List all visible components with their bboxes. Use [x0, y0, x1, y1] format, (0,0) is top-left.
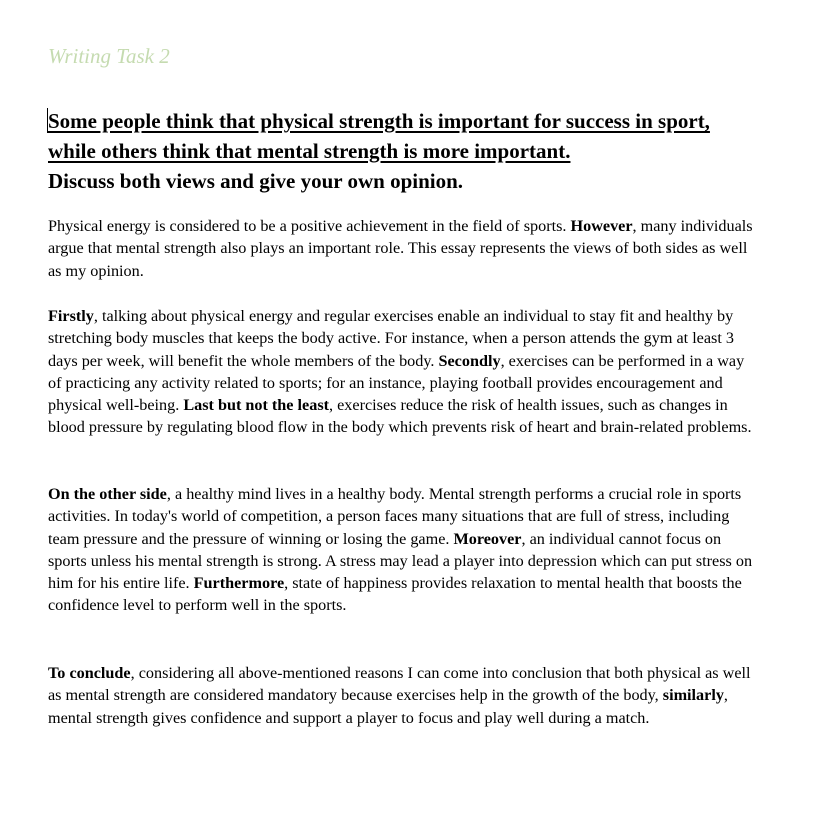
text-run: , many individuals argue that mental strength also plays an important role. This essay represents the views of both sides as well as my opinion.: [48, 217, 753, 280]
text-run: , talking about physical energy and regular exercises enable an individual to stay fit and healthy by stretching body muscles that keeps the body active. For instance, when a person attends the gym at least 3 days per week, will benefit the whole members of the body.: [48, 307, 734, 370]
keyword: Last but not the least: [183, 396, 330, 415]
keyword: Firstly: [48, 307, 94, 325]
keyword: Furthermore: [193, 574, 285, 593]
keyword: However: [570, 217, 633, 235]
essay-prompt: [48, 106, 760, 196]
paragraph-introduction: [48, 215, 760, 282]
paragraph-physical-strength: [48, 305, 760, 439]
keyword: similarly: [662, 686, 724, 705]
text-run: , exercises can be performed in a way of practicing any activity related to sports; for an instance, playing football provides encouragement and physical well-being.: [48, 351, 745, 415]
text-run: , state of happiness provides relaxation to mental health that boosts the confidence level to perform well in the sports.: [48, 574, 742, 615]
prompt-underlined: Some people think that physical strength is important for success in sport, while others think that mental strength is more important.: [48, 109, 710, 163]
paragraph-mental-strength: [48, 483, 760, 617]
keyword: Moreover: [453, 529, 522, 548]
paragraph-conclusion: [48, 662, 760, 729]
text-run: , a healthy mind lives in a healthy body. Mental strength performs a crucial role in sports activities. In today's world of competition, a person faces many situations that are full of stress, including team pressure and the pressure of winning or losing the game.: [48, 485, 742, 548]
text-run: Physical energy is considered to be a positive achievement in the field of sports.: [48, 217, 571, 235]
text-run: , considering all above-mentioned reasons I can come into conclusion that both physical as well as mental strength are considered mandatory because exercises help in the growth of the body,: [48, 664, 751, 705]
text-run: , mental strength gives confidence and support a player to focus and play well during a match.: [48, 686, 728, 727]
keyword: On the other side: [48, 485, 167, 503]
text-run: , an individual cannot focus on sports unless his mental strength is strong. A stress may lead a player into depression which can put stress on him for his entire life.: [48, 529, 753, 593]
keyword: Secondly: [438, 351, 501, 370]
prompt-instruction: Discuss both views and give your own opinion.: [48, 169, 464, 193]
text-run: , exercises reduce the risk of health issues, such as changes in blood pressure by regulating blood flow in the body which prevents risk of heart and brain-related problems.: [48, 396, 752, 437]
keyword: To conclude: [48, 664, 131, 682]
task-heading: Writing Task 2: [48, 44, 170, 68]
